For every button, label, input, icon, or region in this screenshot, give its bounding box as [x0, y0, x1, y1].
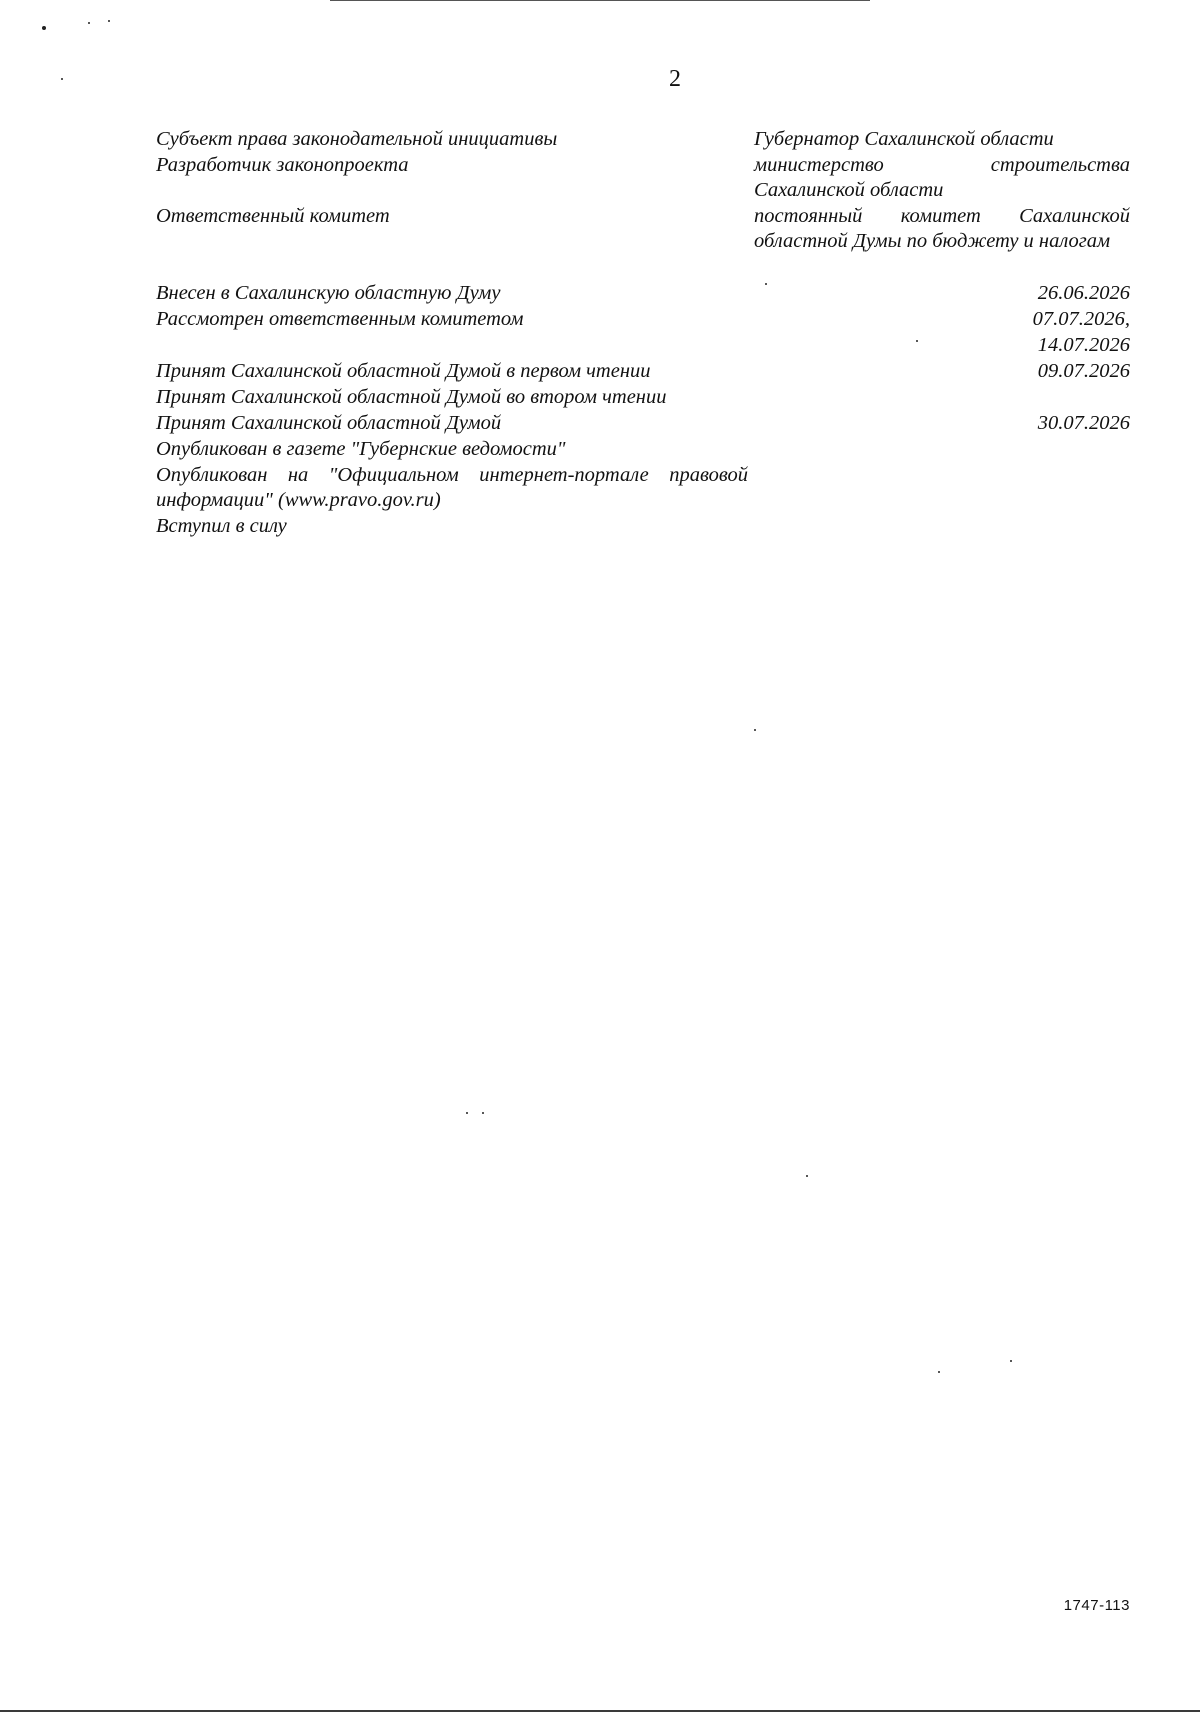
scan-top-edge	[330, 0, 870, 1]
row-value: Губернатор Сахалинской области	[754, 128, 1054, 150]
scan-bottom-edge	[0, 1710, 1200, 1712]
scan-speck	[482, 1112, 484, 1114]
document-code: 1747-113	[1063, 1597, 1130, 1614]
scan-speck	[42, 26, 46, 30]
row-value: министерство строительства Сахалинской области	[754, 154, 1130, 201]
row-label: Принят Сахалинской областной Думой в первом чтении	[156, 360, 651, 382]
row-value: 26.06.2026	[1037, 282, 1130, 304]
page-number: 2	[669, 66, 681, 92]
scan-speck	[108, 20, 110, 22]
row-value: 09.07.2026	[1037, 360, 1130, 382]
scan-speck	[466, 1112, 468, 1114]
scan-speck	[806, 1175, 808, 1177]
row-label: Опубликован в газете "Губернские ведомости"	[156, 438, 566, 460]
row-label: Субъект права законодательной инициативы	[156, 128, 558, 150]
row-label: Опубликован на "Официальном интернет-портале правовой информации" (www.pravo.gov.ru)	[156, 464, 748, 511]
row-label: Вступил в силу	[156, 515, 287, 537]
row-label: Внесен в Сахалинскую областную Думу	[156, 282, 501, 304]
scan-speck	[938, 1371, 940, 1373]
scan-speck	[1010, 1360, 1012, 1362]
row-label: Ответственный комитет	[156, 205, 390, 227]
scan-speck	[88, 22, 90, 24]
row-label: Принят Сахалинской областной Думой во втором чтении	[156, 386, 667, 408]
row-value: постоянный комитет Сахалинской областной Думы по бюджету и налогам	[754, 205, 1130, 252]
row-label: Разработчик законопроекта	[156, 154, 409, 176]
row-label: Принят Сахалинской областной Думой	[156, 412, 502, 434]
scan-speck	[61, 78, 63, 80]
row-label: Рассмотрен ответственным комитетом	[156, 308, 524, 330]
row-value: 30.07.2026	[1037, 412, 1130, 434]
row-value-second: 14.07.2026	[1037, 334, 1130, 356]
row-value: 07.07.2026,	[1032, 308, 1130, 330]
scan-speck	[754, 729, 756, 731]
